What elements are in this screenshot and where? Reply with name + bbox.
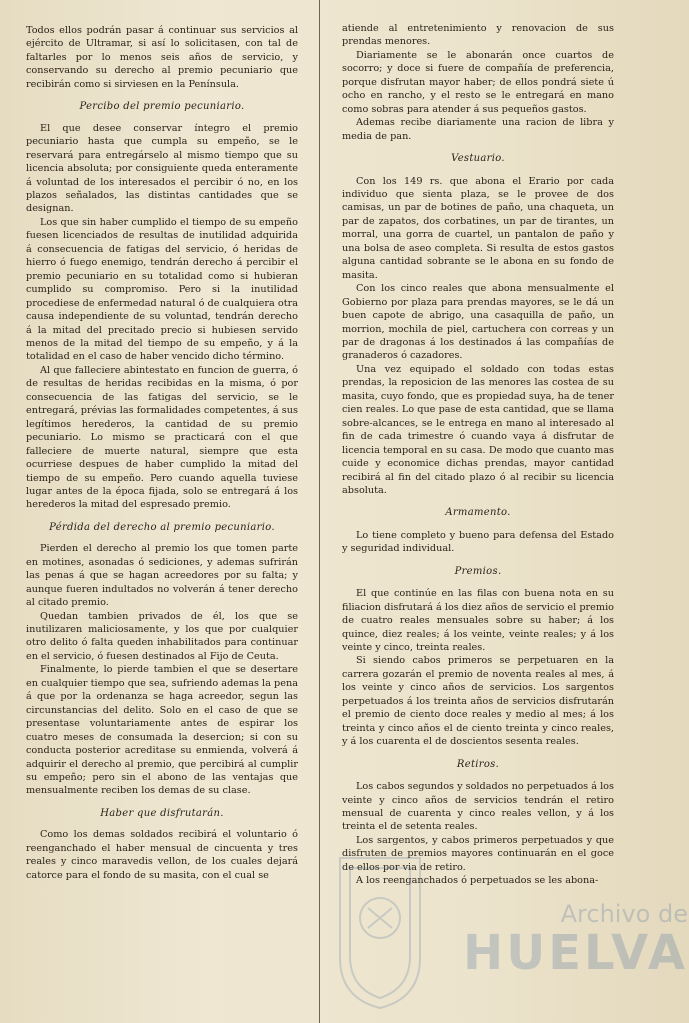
paragraph: Los cabos segundos y soldados no perpetuados á los veinte y cinco años de servicios tendrán el retiro mensual de cuarenta y cinco reales vellon, y á los treinta el de setenta reales. (342, 781, 614, 833)
section-heading: Pérdida del derecho al premio pecuniario. (49, 521, 275, 533)
watermark-line1: Archivo de (560, 900, 688, 928)
right-column (342, 22, 614, 952)
section-heading: Premios. (454, 565, 502, 577)
paragraph: Con los cinco reales que abona mensualmente el Gobierno por plaza para prendas mayores, se le dá un buen capote de abrigo, una casaquilla de paño, un morrion, mochila de piel, cartuchera con correas y un par de dragonas á los destinados á las compañías de granaderos ó cazadores. (342, 283, 614, 362)
paragraph: Todos ellos podrán pasar á continuar sus servicios al ejército de Ultramar, si así lo solicitasen, con tal de faltarles por lo menos seis años de servicio, y conservando su derecho al premio pecuniario que recibirán como si sirviesen en la Península. (26, 25, 298, 90)
paragraph: Los que sin haber cumplido el tiempo de su empeño fuesen licenciados de resultas de inutilidad adquirida á consecuencia de fatigas del servicio, ó heridas de hierro ó fuego enemigo, tendrán derecho á percibir el premio pecuniario en su totalidad como si hubieran cumplido su compromiso. Pero si la inutilidad procediese de enfermedad natural ó de cualquiera otra causa independiente de su voluntad, tendrán derecho á la mitad del precitado precio si hubiesen servido menos de la mitad del tiempo de su empeño, y á la totalidad en el caso de haber vencido dicho término. (26, 216, 298, 363)
paragraph: Ademas recibe diariamente una racion de libra y media de pan. (342, 117, 614, 142)
paragraph: Al que falleciere abintestato en funcion de guerra, ó de resultas de heridas recibidas en la misma, ó por consecuencia de las fatigas del servicio, se le entregará, prévias las formalidades competentes, á sus legítimos herederos, la cantidad de su premio pecuniario. Lo mismo se practicará con el que falleciere de muerte natural, siempre que esta ocurriese despues de haber cumplido la mitad del tiempo de su empeño. Pero cuando aquella tuviese lugar antes de la época fijada, solo se entregará á los herederos la mitad del espresado premio. (26, 364, 298, 511)
section-heading: Retiros. (456, 758, 500, 770)
left-column (26, 24, 298, 954)
section-heading: Haber que disfrutarán. (100, 807, 224, 819)
paragraph: Finalmente, lo pierde tambien el que se desertare en cualquier tiempo que sea, sufriendo ademas la pena á que por la ordenanza se haga acreedor, segun las circunstancias del delito. Solo en el caso de que se presentase voluntariamente antes de espirar los cuatro meses de consumada la desercion; si con su conducta posterior acreditase su enmienda, volverá á adquirir el derecho al premio, que percibirá al cumplir su empeño; pero sin el abono de las ventajas que mensualmente reciben los demas de su clase. (26, 664, 298, 797)
paragraph: Con los 149 rs. que abona el Erario por cada individuo que sienta plaza, se le provee de dos camisas, un par de botines de paño, una chaqueta, un par de zapatos, dos corbatines, un par de tirantes, un morral, una gorra de cuartel, un pantalon de paño y una bolsa de aseo completa. Si resulta de estos gastos alguna cantidad sobrante se le abona en su fondo de masita. (342, 175, 614, 281)
section-heading: Vestuario. (451, 153, 505, 165)
section-heading: Armamento. (445, 507, 511, 519)
paragraph: atiende al entretenimiento y renovacion de sus prendas menores. (342, 23, 614, 48)
paragraph: El que desee conservar íntegro el premio pecuniario hasta que cumpla su empeño, se le reservará para entregárselo al mismo tiempo que su licencia absoluta; por consiguiente queda enteramente á voluntad de los interesados el percibir ó no, en los plazos señalados, las distintas cantidades que se designan. (26, 122, 298, 215)
paragraph: Pierden el derecho al premio los que tomen parte en motines, asonadas ó sediciones, y ademas sufrirán las penas á que se hagan acreedores por su falta; y aunque fueren indultados no volverán á tener derecho al citado premio. (26, 543, 298, 609)
section-heading: Percibo del premio pecuniario. (79, 101, 245, 113)
paragraph: Como los demas soldados recibirá el voluntario ó reenganchado el haber mensual de cincuenta y tres reales y cinco maravedis vellon, de los cuales dejará catorce para el fondo de su masita, con el cual se (26, 829, 298, 881)
paragraph: Lo tiene completo y bueno para defensa del Estado y seguridad individual. (342, 529, 614, 555)
paragraph: El que continúe en las filas con buena nota en su filiacion disfrutará á los diez años de servicio el premio de cuatro reales mensuales sobre su haber; á los quince, diez reales; á los veinte, veinte reales; y á los veinte y cinco, treinta reales. (342, 588, 614, 654)
paragraph: Quedan tambien privados de él, los que se inutilizaren maliciosamente, y los que por cualquier otro delito ó falta queden inhabilitados para continuar en el servicio, ó fuesen destinados al Fijo de Ceuta. (26, 610, 298, 662)
paragraph: A los reenganchados ó perpetuados se les abona- (356, 875, 599, 887)
paragraph: Si siendo cabos primeros se perpetuaren en la carrera gozarán el premio de noventa reales al mes, á los veinte y cinco años de servicios. Los sargentos perpetuados á los treinta años de servicios disfrutarán el premio de ciento doce reales y medio al mes; á los treinta y cinco años el de ciento treinta y cinco reales, y á los cuarenta el de doscientos sesenta reales. (342, 655, 614, 748)
watermark-line2: HUELVA (463, 925, 688, 981)
archive-watermark (430, 900, 688, 981)
paragraph: Una vez equipado el soldado con todas estas prendas, la reposicion de las menores las costea de su masita, cuyo fondo, que es propiedad suya, ha de tener cien reales. Lo que pase de esta cantidad, que se llama sobre-alcances, se le entrega en mano al interesado al fin de cada trimestre ó cuando vaya á disfrutar de licencia temporal en su casa. De modo que cuanto mas cuide y economice dichas prendas, mayor cantidad recibirá al fin del citado plazo ó al recibir su licencia absoluta. (342, 363, 614, 496)
paragraph: Los sargentos, y cabos primeros perpetuados y que disfruten de premios mayores continuarán en el goce de ellos por via de retiro. (342, 834, 614, 873)
paragraph: Diariamente se le abonarán once cuartos de socorro; y doce si fuere de compañía de preferencia, porque disfrutan mayor haber; de ellos pondrá siete ú ocho en rancho, y el resto se le entregará en mano como sobras para atender á sus pequeños gastos. (342, 49, 614, 115)
